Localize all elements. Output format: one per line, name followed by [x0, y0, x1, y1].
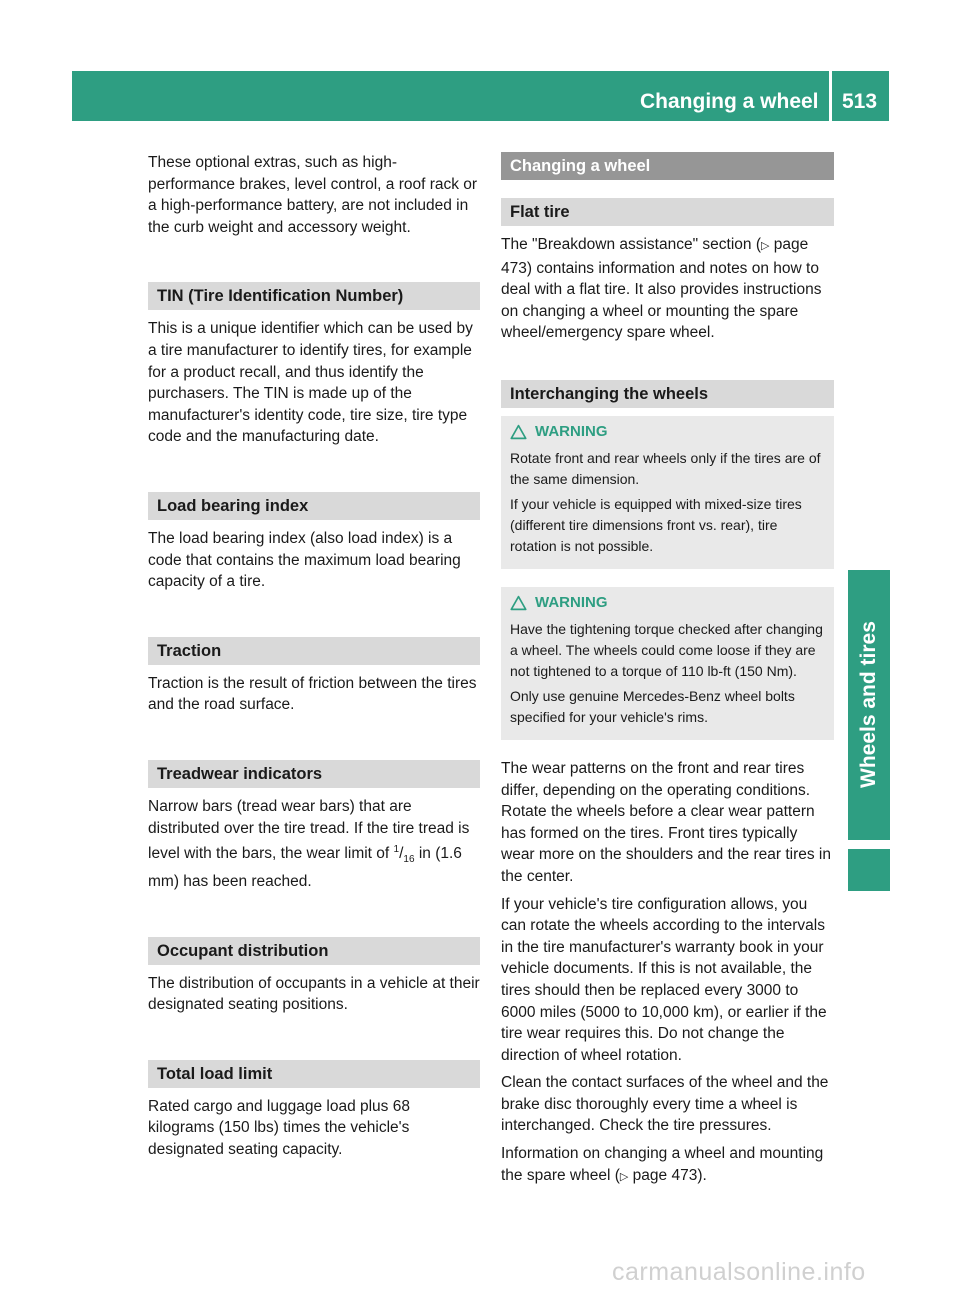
warning-box [501, 587, 834, 740]
fraction-denominator: 16 [403, 854, 415, 866]
page-ref-arrow-icon: ▷ [619, 1170, 629, 1183]
flat-text-before: The "Breakdown assistance" section ( [501, 236, 761, 253]
fraction-slash: / [399, 845, 404, 863]
treadwear-text-before: Narrow bars (tread wear bars) that are distributed over the tire tread. If the tire tread is level with the bars, the wear limit of [148, 797, 470, 863]
header-separator [829, 71, 832, 121]
heading-changing-a-wheel: Changing a wheel [501, 152, 834, 180]
warning-triangle-icon [510, 424, 527, 440]
chapter-tab-label: Wheels and tires [857, 621, 880, 789]
body-paragraph: The wear patterns on the front and rear tires differ, depending on the operating conditions. Rotate the wheels before a clear wear pattern has formed on the tires. Front tires typically wear more on the shoulders and the rear tires in the center. [501, 759, 831, 885]
heading-traction: Traction [148, 637, 480, 665]
heading-treadwear: Treadwear indicators [148, 760, 480, 788]
traction-paragraph: Traction is the result of friction between the tires and the road surface. [148, 674, 477, 714]
flat-tire-paragraph [501, 234, 834, 344]
warning-text: If your vehicle is equipped with mixed-size tires (different tire dimensions front vs. rear), tire rotation is not possible. [510, 495, 802, 554]
warning-text: Rotate front and rear wheels only if the tires are of the same dimension. [510, 449, 821, 487]
warning-text: Have the tightening torque checked after changing a wheel. The wheels could come loose if they are not tightened to a torque of 110 lb-ft (150 Nm). [510, 620, 823, 679]
warning-label: WARNING [535, 422, 608, 440]
last-text-before: Information on changing a wheel and mounting the spare wheel ( [501, 1145, 824, 1184]
heading-flat-tire: Flat tire [501, 198, 834, 226]
heading-total-load-limit: Total load limit [148, 1060, 480, 1088]
page-title: Changing a wheel [640, 90, 819, 113]
total-load-paragraph: Rated cargo and luggage load plus 68 kilograms (150 lbs) times the vehicle's designated seating capacity. [148, 1097, 410, 1158]
right-column [501, 152, 834, 1194]
heading-occupant-distribution: Occupant distribution [148, 937, 480, 965]
last-text-after: page 473). [628, 1166, 707, 1184]
page-ref-arrow-icon: ▷ [761, 240, 770, 252]
heading-load-bearing-index: Load bearing index [148, 492, 480, 520]
chapter-tab[interactable] [848, 570, 890, 840]
chapter-marker [848, 849, 890, 891]
watermark: carmanualsonline.info [612, 1258, 866, 1286]
left-column [148, 152, 480, 1167]
body-paragraph: If your vehicle's tire configuration allows, you can rotate the wheels according to the intervals in the tire manufacturer's warranty book in your vehicle documents. If this is not available, the tires should then be replaced every 3000 to 6000 miles (5000 to 10,000 km), or earlier if the tire wear requires this. Do not change the direction of wheel rotation. [501, 895, 827, 1064]
body-paragraph [501, 1143, 834, 1188]
load-paragraph: The load bearing index (also load index) is a code that contains the maximum load bearing capacity of a tire. [148, 529, 461, 591]
treadwear-text-after: in (1.6 mm) has been reached. [148, 845, 462, 890]
body-paragraph: Clean the contact surfaces of the wheel and the brake disc thoroughly every time a wheel is interchanged. Check the tire pressures. [501, 1074, 829, 1135]
page-number: 513 [842, 90, 878, 113]
occupant-paragraph: The distribution of occupants in a vehicle at their designated seating positions. [148, 974, 480, 1014]
tin-paragraph: This is a unique identifier which can be used by a tire manufacturer to identify tires, for example for a product recall, and thus identify the purchasers. The TIN is made up of the manufacturer's identity code, tire size, tire type code and the manufacturing date. [148, 320, 473, 446]
fraction [393, 844, 415, 866]
warning-box [501, 416, 834, 569]
treadwear-paragraph [148, 796, 480, 893]
warning-triangle-icon [510, 595, 527, 611]
intro-paragraph: These optional extras, such as high-performance brakes, level control, a roof rack or a high-performance battery, are not included in the curb weight and accessory weight. [148, 154, 478, 236]
warning-text: Only use genuine Mercedes-Benz wheel bolts specified for your vehicle's rims. [510, 687, 795, 725]
warning-label: WARNING [535, 593, 608, 611]
heading-interchanging-wheels: Interchanging the wheels [501, 380, 834, 408]
heading-tin: TIN (Tire Identification Number) [148, 282, 480, 310]
fraction-numerator: 1 [393, 844, 400, 856]
flat-text-after: page 473) contains information and notes on how to deal with a flat tire. It also provides instructions on changing a wheel or mounting the spare wheel/emergency spare wheel. [501, 236, 822, 342]
